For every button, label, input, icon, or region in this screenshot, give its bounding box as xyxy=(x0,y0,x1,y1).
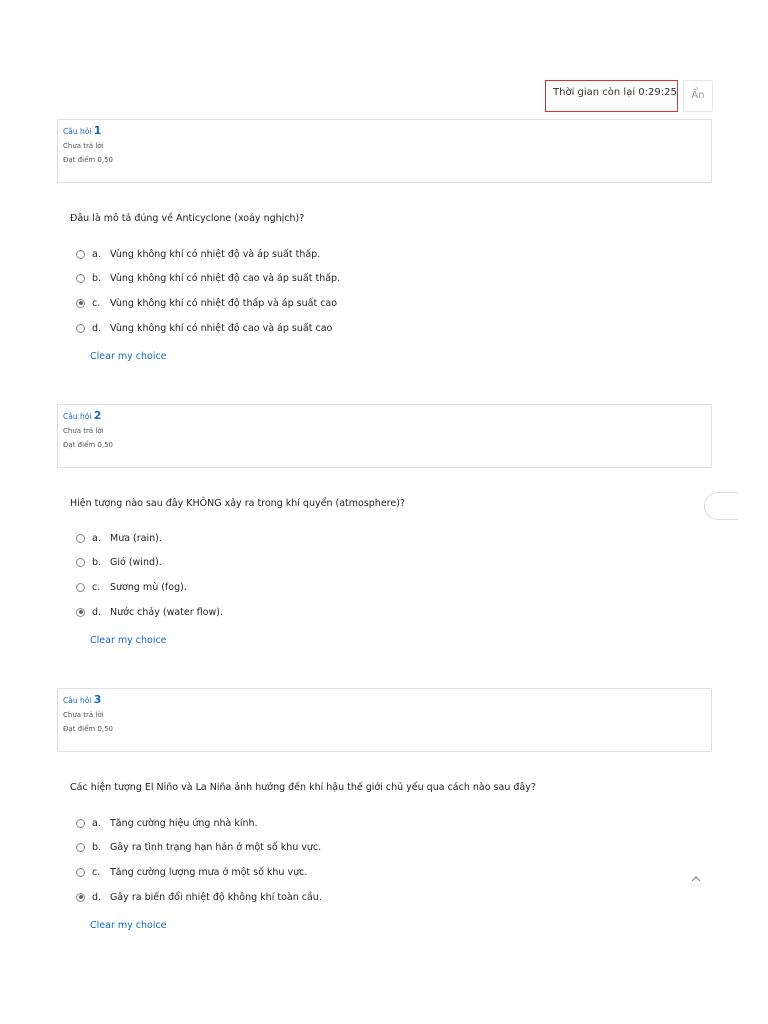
question-number xyxy=(63,693,711,707)
answer-option-a[interactable] xyxy=(76,811,322,836)
clear-choice-link[interactable]: Clear my choice xyxy=(90,635,167,646)
question-number-value: 2 xyxy=(93,409,102,422)
answer-letter: a. xyxy=(92,532,101,544)
answer-text: Vùng không khí có nhiệt độ cao và áp suất thấp. xyxy=(110,273,341,285)
question-label: Câu hỏi xyxy=(63,696,92,705)
hide-timer-button[interactable]: Ẩn xyxy=(683,80,713,112)
radio-button[interactable] xyxy=(76,250,85,259)
answer-text: Sương mù (fog). xyxy=(110,581,187,593)
question-number xyxy=(63,409,711,423)
question-text: Các hiện tượng El Niño và La Niña ảnh hưởng đến khí hậu thế giới chủ yếu qua cách nào sau đây? xyxy=(70,782,536,793)
chevron-up-icon-glyph xyxy=(690,875,702,883)
radio-button[interactable] xyxy=(76,843,85,852)
answer-text: Gió (wind). xyxy=(110,557,162,569)
question-number xyxy=(63,124,711,138)
question-number-value: 1 xyxy=(93,124,102,137)
answer-text: Vùng không khí có nhiệt độ cao và áp suất cao xyxy=(110,322,333,334)
answer-letter: d. xyxy=(92,891,102,903)
answer-letter: a. xyxy=(92,248,101,260)
chevron-up-icon[interactable] xyxy=(686,870,706,888)
answer-option-d[interactable] xyxy=(76,885,322,910)
answer-text: Vùng không khí có nhiệt độ thấp và áp suất cao xyxy=(110,297,338,309)
clear-choice-link[interactable]: Clear my choice xyxy=(90,920,167,931)
answer-text: Gây ra biến đổi nhiệt độ không khí toàn cầu. xyxy=(110,891,322,903)
answer-text: Gây ra tình trạng hạn hán ở một số khu vực. xyxy=(110,842,322,854)
answer-letter: b. xyxy=(92,557,102,569)
answer-option-a[interactable] xyxy=(76,526,223,551)
radio-button[interactable] xyxy=(76,324,85,333)
timer-label: Thời gian còn lại 0:29:25 xyxy=(553,87,677,98)
answer-letter: d. xyxy=(92,606,102,618)
question-info-2 xyxy=(57,404,712,468)
question-state: Chưa trả lời xyxy=(63,142,104,150)
question-text: Đâu là mô tả đúng về Anticyclone (xoáy nghịch)? xyxy=(70,213,305,224)
answer-list xyxy=(76,526,223,624)
question-text: Hiện tượng nào sau đây KHÔNG xảy ra trong khí quyển (atmosphere)? xyxy=(70,498,405,509)
radio-button[interactable] xyxy=(76,534,85,543)
radio-button[interactable] xyxy=(76,274,85,283)
answer-option-c[interactable] xyxy=(76,575,223,600)
drawer-toggle-tab[interactable] xyxy=(704,492,738,520)
quiz-timer xyxy=(545,80,678,112)
question-info-1 xyxy=(57,119,712,183)
question-label: Câu hỏi xyxy=(63,127,92,136)
answer-letter: c. xyxy=(92,297,101,309)
answer-option-c[interactable] xyxy=(76,291,340,316)
answer-text: Nước chảy (water flow). xyxy=(110,606,223,618)
question-state: Chưa trả lời xyxy=(63,711,104,719)
question-grade: Đạt điểm 0,50 xyxy=(63,156,114,164)
answer-letter: b. xyxy=(92,273,102,285)
radio-button-selected[interactable] xyxy=(76,299,85,308)
answer-option-c[interactable] xyxy=(76,860,322,885)
answer-text: Tăng cường hiệu ứng nhà kính. xyxy=(110,817,258,829)
answer-option-d[interactable] xyxy=(76,600,223,625)
question-state: Chưa trả lời xyxy=(63,427,104,435)
question-info-3 xyxy=(57,688,712,752)
question-grade: Đạt điểm 0,50 xyxy=(63,441,114,449)
answer-option-b[interactable] xyxy=(76,551,223,576)
answer-text: Tăng cường lượng mưa ở một số khu vực. xyxy=(110,866,308,878)
answer-letter: c. xyxy=(92,866,101,878)
answer-letter: b. xyxy=(92,842,102,854)
answer-list xyxy=(76,811,322,909)
answer-option-d[interactable] xyxy=(76,316,340,341)
question-number-value: 3 xyxy=(93,693,102,706)
question-label: Câu hỏi xyxy=(63,412,92,421)
answer-letter: a. xyxy=(92,817,101,829)
radio-button[interactable] xyxy=(76,583,85,592)
answer-option-b[interactable] xyxy=(76,267,340,292)
radio-button-selected[interactable] xyxy=(76,608,85,617)
answer-option-a[interactable] xyxy=(76,242,340,267)
answer-letter: d. xyxy=(92,322,102,334)
radio-button[interactable] xyxy=(76,819,85,828)
answer-list xyxy=(76,242,340,340)
answer-text: Mưa (rain). xyxy=(110,532,162,544)
answer-option-b[interactable] xyxy=(76,836,322,861)
answer-letter: c. xyxy=(92,581,101,593)
radio-button[interactable] xyxy=(76,558,85,567)
question-grade: Đạt điểm 0,50 xyxy=(63,725,114,733)
clear-choice-link[interactable]: Clear my choice xyxy=(90,351,167,362)
radio-button[interactable] xyxy=(76,868,85,877)
answer-text: Vùng không khí có nhiệt độ và áp suất thấp. xyxy=(110,248,321,260)
radio-button-selected[interactable] xyxy=(76,893,85,902)
